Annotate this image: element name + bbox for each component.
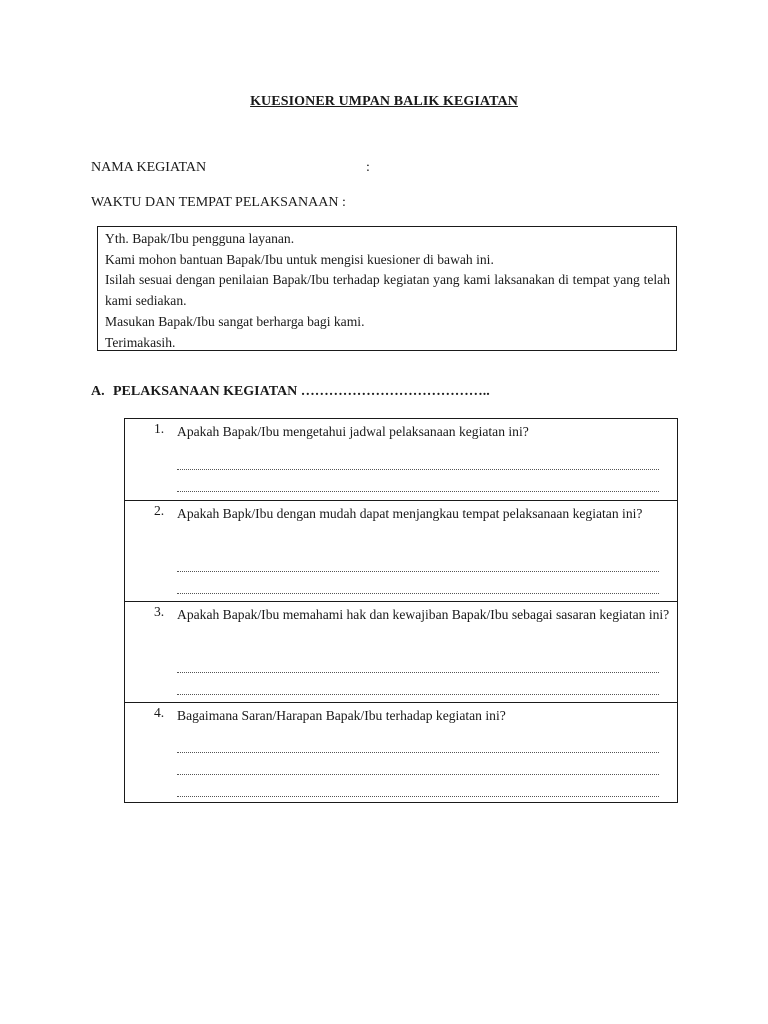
answer-line[interactable] xyxy=(177,752,659,753)
intro-line: Masukan Bapak/Ibu sangat berharga bagi kami. xyxy=(105,313,365,329)
intro-line: Terimakasih. xyxy=(105,334,176,350)
answer-line[interactable] xyxy=(177,469,659,470)
question-text: Apakah Bapak/Ibu mengetahui jadwal pelaksanaan kegiatan ini? xyxy=(177,424,529,439)
answer-line[interactable] xyxy=(177,571,659,572)
question-row xyxy=(125,500,677,601)
intro-line: Isilah sesuai dengan penilaian Bapak/Ibu terhadap kegiatan yang kami laksanakan di tempat yang telah kami sediakan. xyxy=(105,272,670,309)
question-row xyxy=(125,419,677,500)
answer-line[interactable] xyxy=(177,694,659,695)
nama-kegiatan-label: NAMA KEGIATAN xyxy=(91,160,207,175)
intro-box xyxy=(97,226,677,351)
answer-line[interactable] xyxy=(177,491,659,492)
question-text: Apakah Bapk/Ibu dengan mudah dapat menjangkau tempat pelaksanaan kegiatan ini? xyxy=(177,506,643,521)
section-letter: A. xyxy=(91,384,105,399)
nama-kegiatan-field xyxy=(91,160,370,176)
waktu-tempat-field xyxy=(91,195,346,211)
answer-line[interactable] xyxy=(177,593,659,594)
question-number: 2. xyxy=(154,503,165,518)
question-text: Bagaimana Saran/Harapan Bapak/Ibu terhadap kegiatan ini? xyxy=(177,708,506,723)
document-title: KUESIONER UMPAN BALIK KEGIATAN xyxy=(250,94,518,109)
section-label: PELAKSANAAN KEGIATAN ………………………………….. xyxy=(113,384,490,399)
waktu-tempat-label: WAKTU DAN TEMPAT PELAKSANAAN : xyxy=(91,195,346,210)
answer-line[interactable] xyxy=(177,796,659,797)
intro-line: Yth. Bapak/Ibu pengguna layanan. xyxy=(105,231,295,246)
question-text: Apakah Bapak/Ibu memahami hak dan kewajiban Bapak/Ibu sebagai sasaran kegiatan ini? xyxy=(177,607,670,622)
question-row xyxy=(125,702,677,802)
question-row xyxy=(125,601,677,702)
answer-line[interactable] xyxy=(177,672,659,673)
question-number: 4. xyxy=(154,705,165,720)
question-number: 1. xyxy=(154,421,165,436)
question-table xyxy=(124,418,678,803)
answer-line[interactable] xyxy=(177,774,659,775)
nama-kegiatan-colon: : xyxy=(366,160,370,175)
section-heading xyxy=(91,384,490,400)
question-number: 3. xyxy=(154,604,165,619)
intro-line: Kami mohon bantuan Bapak/Ibu untuk mengisi kuesioner di bawah ini. xyxy=(105,251,494,267)
